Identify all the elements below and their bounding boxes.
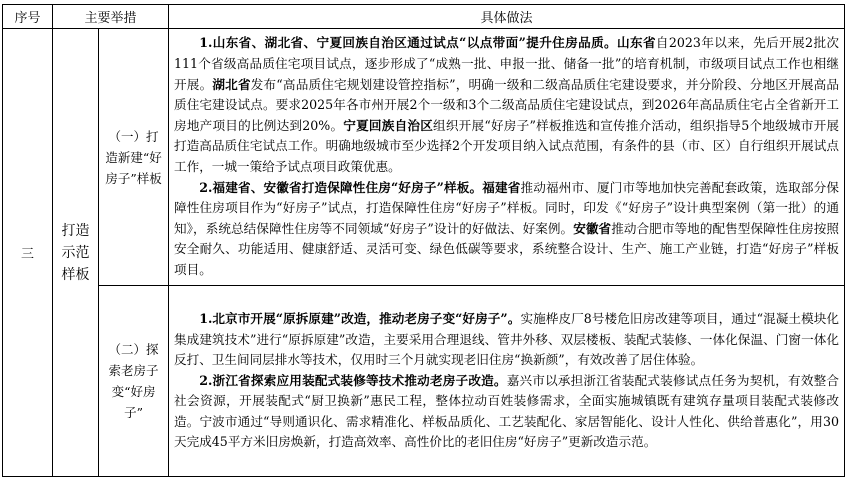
text: 组织开展“好房子”样板推选和宣传推介活动，组织指导5个地级城市开展打造高品质住宅试点工作。明确地级城市至少选择2个开发项目纳入试点范围，有条件的县（市、区）自行组织开展试点工作，一城一策给予试点项目政策优惠。	[174, 117, 840, 174]
sub-measure-2: （二）探索老房子变“好房子”	[99, 286, 169, 477]
detail-cell-1	[169, 29, 845, 286]
table-header-row	[3, 5, 845, 29]
bold-lead: 湖北省	[212, 76, 251, 92]
text: 嘉兴市以承担浙江省装配式装修试点任务为契机，有效整合社会资源，开展装配式“厨卫换新”惠民工程，整体拉动百姓装修需求，全面实施城镇既有建筑存量项目装配式装修改造。宁波市通过“导则通识化、需求精准化、样板品质化、工艺装配化、家居智能化、设计人性化、供给普惠化”，用30天完成45平方米旧房焕新，打造高效率、高性价比的老旧住房“好房子”更新改造示范。	[174, 372, 840, 450]
text: 实施桦皮厂8号楼危旧房改建等项目，通过“混凝土模块化集成建筑技术”进行“原拆原建”改造，主要采用合理退线、管井外移、双层楼板、装配式装修、一体化保温、门窗一体化反打、卫生间同层排水等技术，仅用时三个月就实现老旧住房“换新颜”，有效改善了居住体验。	[174, 310, 840, 368]
header-measure: 主要举措	[53, 5, 169, 29]
bold-lead: 宁夏回族自治区	[343, 117, 434, 133]
header-seq: 序号	[3, 5, 53, 29]
bold-lead: 2.浙江省探索应用装配式装修等技术推动老房子改造。	[199, 372, 507, 388]
sub-measure-1: （一）打造新建“好房子”样板	[99, 29, 169, 286]
paragraph	[174, 371, 839, 453]
bold-lead: 1.山东省、湖北省、宁夏回族自治区通过试点“以点带面”提升住房品质。山东省	[199, 35, 656, 51]
text: 推动合肥市等地的配售型保障性住房按照安全耐久、功能适用、健康舒适、灵活可变、绿色低碳等要求，系统整合设计、生产、施工产业链，打造“好房子”样板项目。	[174, 220, 840, 277]
bold-lead: 1.北京市开展“原拆原建”改造，推动老房子变“好房子”。	[199, 310, 521, 326]
detail-cell-2	[169, 286, 845, 477]
table-row	[3, 29, 845, 286]
text: 推动福州市、厦门市等地加快完善配套政策，选取部分保障性住房项目作为“好房子”试点，打造保障性住房“好房子”样板。同时，印发《“好房子”设计典型案例（第一批）的通知》，系统总结保障性住房等不同领域“好房子”设计的好做法、好案例。	[174, 179, 840, 236]
bold-lead: 2.福建省、安徽省打造保障性住房“好房子”样板。福建省	[199, 179, 521, 195]
measures-table	[2, 4, 845, 477]
paragraph	[174, 178, 839, 281]
text: 自2023年以来，先后开展2批次111个省级高品质住宅项目试点，逐步形成了“成熟一批、申报一批、储备一批”的培育机制，市级项目试点工作也相继开展。	[174, 35, 840, 92]
bold-lead: 安徽省	[573, 220, 612, 236]
row-category: 打造示范样板	[53, 29, 99, 477]
text: 发布“高品质住宅规划建设管控指标”，明确一级和二级高品质住宅建设要求，并分阶段、分地区开展高品质住宅建设试点。要求2025年各市州开展2个一级和3个二级高品质住宅建设试点，到2026年高品质住宅占全省新开工房地产项目的比例达到20%。	[174, 76, 840, 133]
table-row	[3, 286, 845, 477]
paragraph	[174, 33, 839, 177]
paragraph	[174, 309, 839, 371]
row-seq: 三	[3, 29, 53, 477]
header-detail: 具体做法	[169, 5, 845, 29]
